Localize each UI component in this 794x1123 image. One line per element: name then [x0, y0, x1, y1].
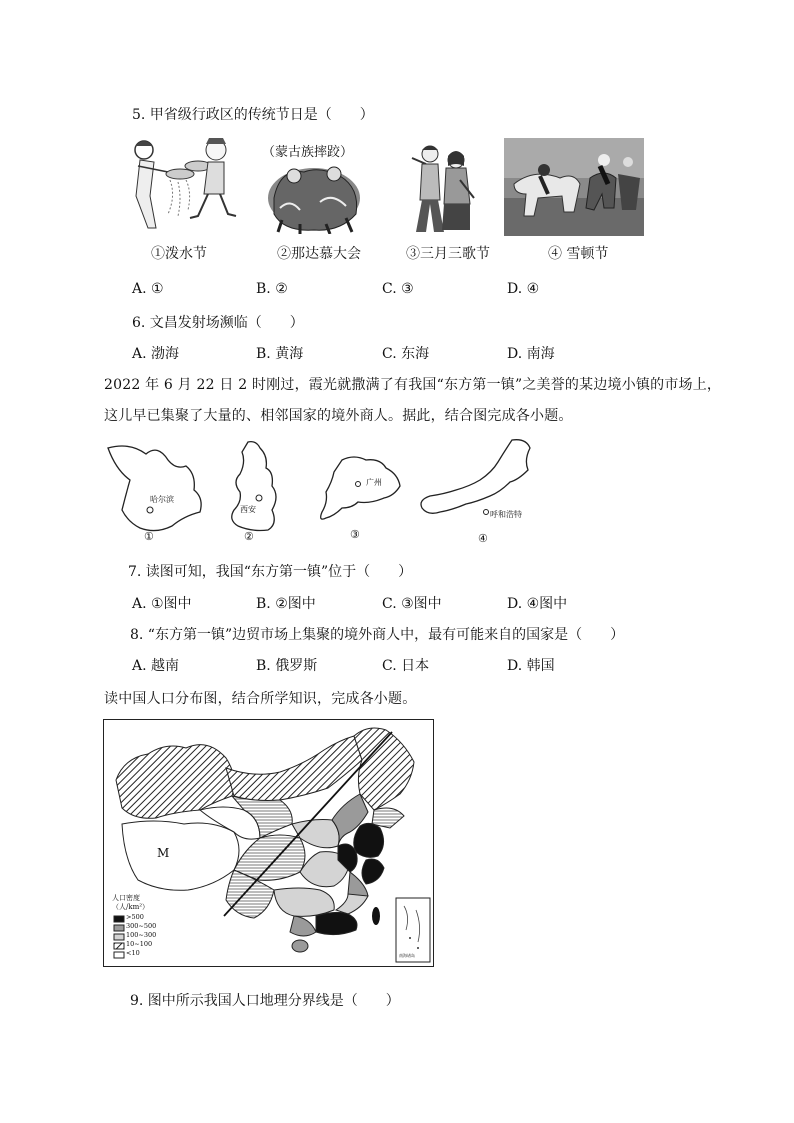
map4-number: ④	[478, 532, 488, 545]
inner-mongolia-outline-map	[416, 436, 546, 524]
q5-image2-note: （蒙古族摔跤）	[262, 145, 354, 160]
singing-couple-illustration	[400, 140, 484, 236]
q7-option-c[interactable]: C. ③图中	[382, 596, 442, 612]
q6-stem: 6. 文昌发射场濒临（ ）	[132, 315, 304, 331]
q5-caption-4: ④ 雪顿节	[548, 246, 609, 262]
q6-option-c[interactable]: C. 东海	[382, 346, 430, 362]
q5-stem: 5. 甲省级行政区的传统节日是（ ）	[132, 107, 374, 123]
q5-caption-3: ③三月三歌节	[406, 246, 490, 262]
q8-stem: 8. “东方第一镇”边贸市场上集聚的境外商人中，最有可能来自的国家是（ ）	[130, 627, 625, 643]
legend-unit: （人/km²）	[112, 903, 150, 911]
q7-option-a[interactable]: A. ①图中	[132, 596, 192, 612]
q8-option-b[interactable]: B. 俄罗斯	[256, 658, 318, 674]
q8-option-a[interactable]: A. 越南	[132, 658, 180, 674]
legend-item-1: >500	[126, 913, 144, 921]
legend-title: 人口密度	[112, 894, 140, 902]
map4-city: 呼和浩特	[490, 510, 522, 519]
q5-option-c[interactable]: C. ③	[382, 281, 414, 297]
q5-option-a[interactable]: A. ①	[132, 281, 164, 297]
map2-number: ②	[244, 530, 254, 543]
horse-racing-photo	[504, 138, 644, 236]
passage2: 读中国人口分布图，结合所学知识，完成各小题。	[104, 691, 417, 707]
map-label-m: M	[157, 846, 170, 860]
q7-option-d[interactable]: D. ④图中	[507, 596, 568, 612]
q5-option-b[interactable]: B. ②	[256, 281, 288, 297]
passage1-line1: 2022 年 6 月 22 日 2 时刚过，霞光就撒满了有我国“东方第一镇”之美誉的某边境小镇的市场上，	[104, 377, 722, 393]
water-splashing-festival-illustration	[128, 136, 246, 234]
legend-item-5: <10	[126, 949, 140, 957]
q5-caption-1: ①泼水节	[151, 246, 207, 262]
legend-item-2: 300~500	[126, 922, 157, 930]
mongolian-wrestling-illustration	[260, 158, 368, 234]
q8-option-c[interactable]: C. 日本	[382, 658, 430, 674]
q7-option-b[interactable]: B. ②图中	[256, 596, 316, 612]
guangdong-outline-map	[312, 452, 408, 528]
q6-option-b[interactable]: B. 黄海	[256, 346, 304, 362]
q8-option-d[interactable]: D. 韩国	[507, 658, 555, 674]
legend-item-3: 100~300	[126, 931, 157, 939]
legend-swatch-500	[114, 916, 124, 922]
q6-option-d[interactable]: D. 南海	[507, 346, 555, 362]
map3-city: 广州	[366, 478, 382, 487]
inset-label: 南海诸岛	[399, 953, 415, 958]
map1-city: 哈尔滨	[150, 495, 174, 504]
map1-number: ①	[144, 530, 154, 543]
q9-stem: 9. 图中所示我国人口地理分界线是（ ）	[130, 993, 400, 1009]
map2-city: 西安	[240, 505, 256, 514]
q7-stem: 7. 读图可知，我国“东方第一镇”位于（ ）	[128, 564, 413, 580]
passage1-line2: 这儿早已集聚了大量的、相邻国家的境外商人。据此，结合图完成各小题。	[104, 408, 573, 424]
q6-option-a[interactable]: A. 渤海	[132, 346, 180, 362]
heilongjiang-outline-map	[100, 440, 212, 544]
legend-item-4: 10~100	[126, 940, 153, 948]
map3-number: ③	[350, 528, 360, 541]
shaanxi-outline-map	[222, 438, 296, 534]
q5-option-d[interactable]: D. ④	[507, 281, 540, 297]
q5-caption-2: ②那达慕大会	[277, 246, 361, 262]
